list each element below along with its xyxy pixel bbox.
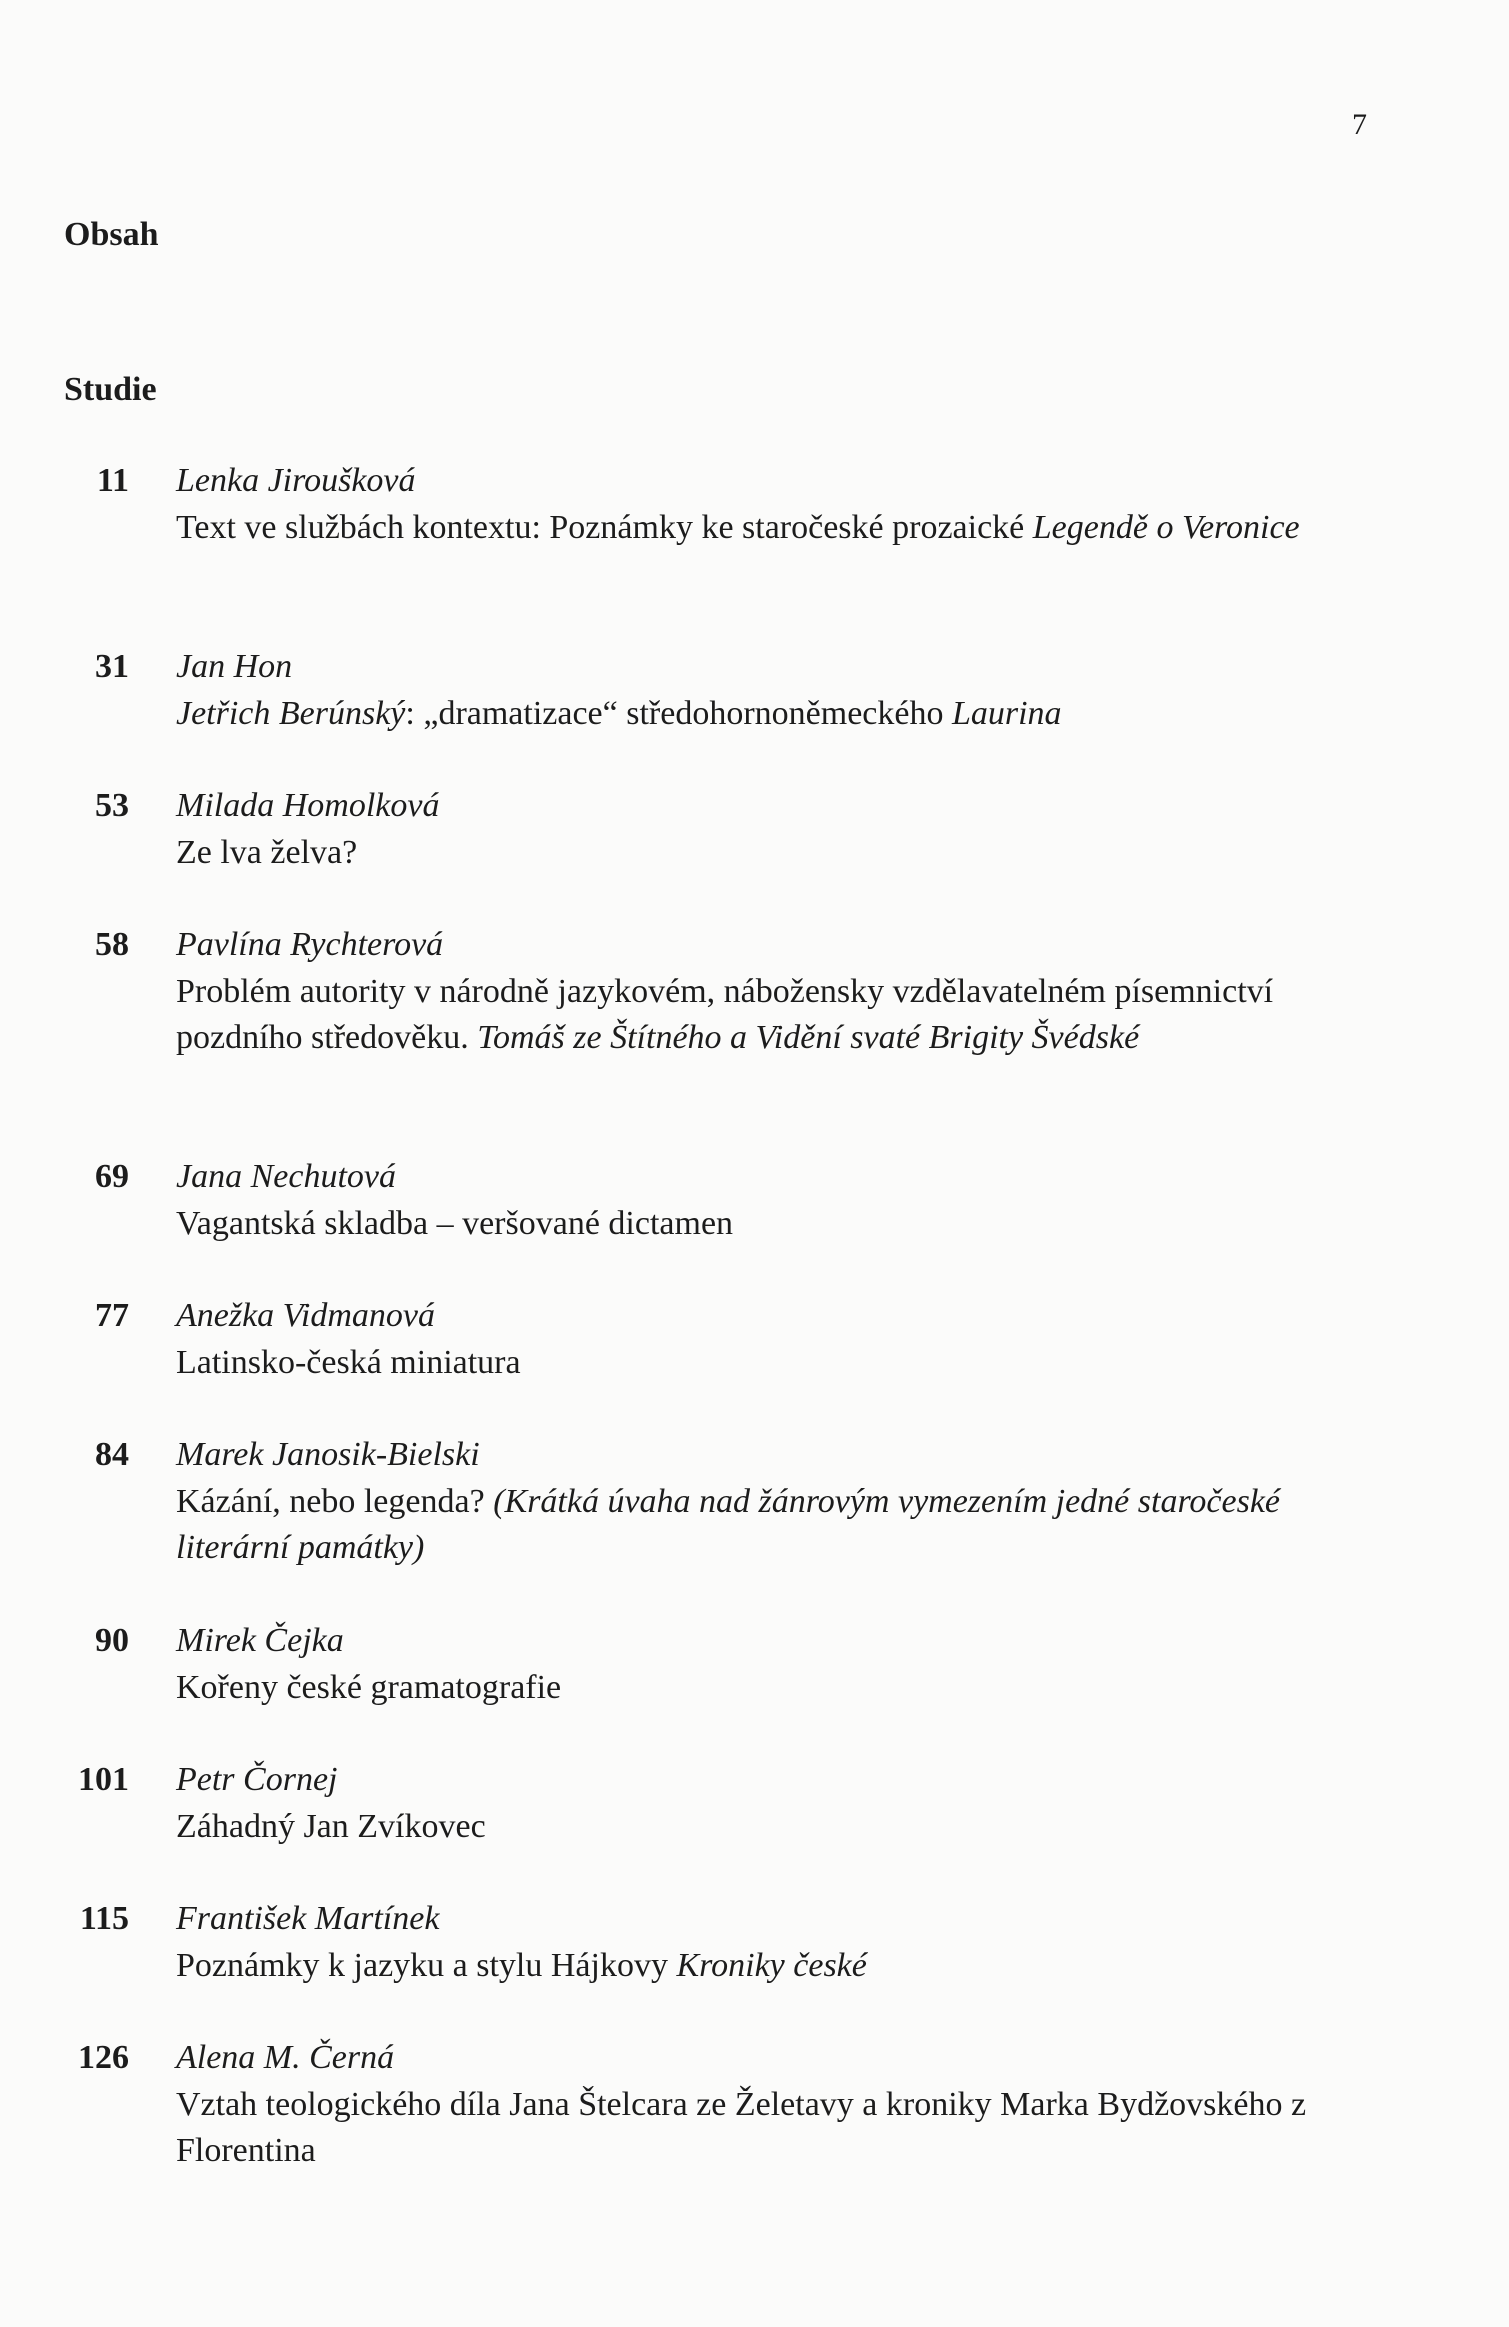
- toc-entry[interactable]: [0, 1432, 1509, 1618]
- toc-page-number: 11: [96, 462, 129, 499]
- toc-author: Milada Homolková: [176, 787, 440, 824]
- toc-title: Vagantská skladba – veršované dictamen: [176, 1204, 734, 1242]
- toc-title: Jetřich Berúnský: „dramatizace“ středohornoněmeckého Laurina: [176, 694, 1062, 732]
- section-heading-studies: Studie: [64, 371, 157, 408]
- toc-entry[interactable]: [0, 783, 1509, 922]
- toc-entry[interactable]: [0, 2035, 1509, 2221]
- toc-entry[interactable]: [0, 922, 1509, 1154]
- toc-author: Jana Nechutová: [176, 1158, 396, 1195]
- toc-entry[interactable]: [0, 458, 1509, 644]
- toc-page-number: 84: [95, 1436, 129, 1473]
- toc-author: Jan Hon: [176, 648, 293, 685]
- toc-title: Text ve službách kontextu: Poznámky ke staročeské prozaické Legendě o Veronice: [176, 508, 1300, 546]
- toc-entry[interactable]: [0, 1896, 1509, 2035]
- toc-entry[interactable]: [0, 1154, 1509, 1293]
- toc-title: Ze lva želva?: [176, 833, 358, 871]
- toc-author: Alena M. Černá: [176, 2039, 395, 2076]
- toc-title: Kázání, nebo legenda? (Krátká úvaha nad žánrovým vymezením jedné staročeské literární památky): [176, 1482, 1281, 1566]
- table-of-contents: [0, 458, 1509, 2221]
- toc-author: František Martínek: [176, 1900, 440, 1937]
- toc-entry[interactable]: [0, 1757, 1509, 1896]
- page-number: 7: [1352, 108, 1367, 141]
- toc-page-number: 69: [95, 1158, 129, 1195]
- toc-page-number: 115: [79, 1900, 129, 1937]
- toc-title: Latinsko-česká miniatura: [176, 1343, 521, 1381]
- toc-entry[interactable]: [0, 1293, 1509, 1432]
- toc-title: Vztah teologického díla Jana Štelcara ze Želetavy a kroniky Marka Bydžovského z Florentina: [176, 2085, 1307, 2169]
- toc-page-number: 77: [95, 1297, 129, 1334]
- toc-entry[interactable]: [0, 1618, 1509, 1757]
- toc-author: Anežka Vidmanová: [176, 1297, 436, 1334]
- toc-entry[interactable]: [0, 644, 1509, 783]
- toc-author: Petr Čornej: [176, 1761, 338, 1798]
- toc-page-number: 90: [95, 1622, 129, 1659]
- toc-author: Lenka Jiroušková: [176, 462, 416, 499]
- toc-page-number: 31: [95, 648, 129, 685]
- toc-page-number: 53: [95, 787, 129, 824]
- toc-page-number: 58: [95, 926, 129, 963]
- toc-page-number: 101: [78, 1761, 129, 1798]
- toc-author: Marek Janosik-Bielski: [176, 1436, 480, 1473]
- toc-title: Problém autority v národně jazykovém, nábožensky vzdělavatelném písemnictví pozdního středověku. Tomáš ze Štítného a Vidění svaté Brigity Švédské: [176, 972, 1274, 1056]
- toc-title: Poznámky k jazyku a stylu Hájkovy Kroniky české: [176, 1946, 867, 1984]
- toc-page-number: 126: [78, 2039, 129, 2076]
- toc-author: Mirek Čejka: [176, 1622, 344, 1659]
- toc-title: Kořeny české gramatografie: [176, 1668, 562, 1706]
- toc-title: Záhadný Jan Zvíkovec: [176, 1807, 486, 1845]
- toc-author: Pavlína Rychterová: [176, 926, 444, 963]
- contents-heading: Obsah: [64, 216, 159, 253]
